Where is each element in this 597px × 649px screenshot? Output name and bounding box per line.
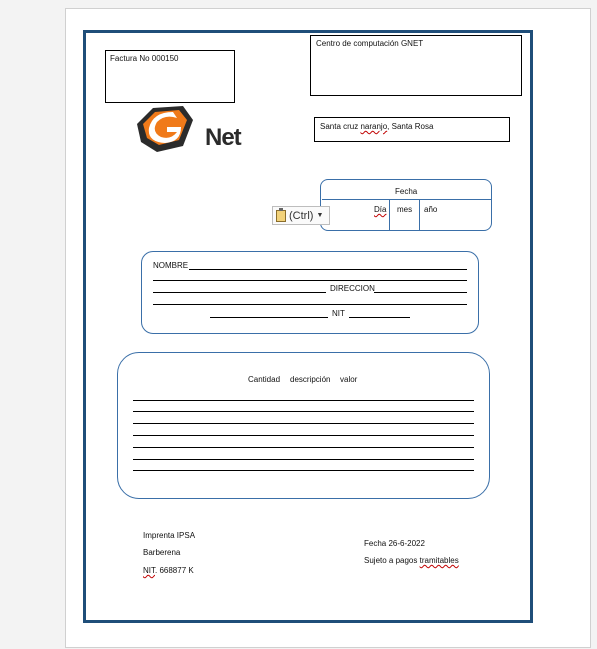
- printer-city: Barberena: [143, 548, 181, 557]
- description-header: descripción: [290, 375, 331, 384]
- name-label: NOMBRE: [153, 261, 189, 270]
- invoice-number: Factura No 000150: [110, 54, 179, 63]
- address-line-right: [374, 292, 467, 293]
- chevron-down-icon: ▼: [316, 212, 324, 219]
- footer-date: Fecha 26-6-2022: [364, 539, 425, 548]
- logo-text: Net: [205, 124, 241, 151]
- address-box: [314, 117, 510, 142]
- date-day-label: Día: [374, 205, 387, 214]
- item-line: [133, 459, 474, 460]
- nit-line-left: [210, 317, 328, 318]
- gnet-logo: [135, 102, 270, 154]
- invoice-number-box: [105, 50, 235, 103]
- date-year-label: año: [424, 205, 438, 214]
- item-line: [133, 400, 474, 401]
- paste-options-label: (Ctrl): [289, 209, 314, 222]
- nit-label: NIT: [332, 309, 345, 318]
- name-line: [189, 269, 467, 270]
- nit-line-right: [349, 317, 410, 318]
- date-month-label: mes: [397, 205, 413, 214]
- date-col-divider-1: [389, 200, 390, 231]
- item-line: [133, 435, 474, 436]
- item-line: [133, 423, 474, 424]
- printer-nit: NIT. 668877 K: [143, 566, 194, 575]
- logo-graphic: [135, 102, 270, 154]
- address-line-2: [153, 304, 467, 305]
- item-line: [133, 447, 474, 448]
- qty-header: Cantidad: [248, 375, 281, 384]
- clipboard-icon: [276, 210, 286, 222]
- address-label: DIRECCION: [330, 284, 375, 293]
- name-line-2: [153, 280, 467, 281]
- address-text: Santa cruz naranjo, Santa Rosa: [320, 122, 434, 131]
- company-name-box: [310, 35, 522, 96]
- printer-name: Imprenta IPSA: [143, 531, 196, 540]
- company-name: Centro de computación GNET: [316, 39, 424, 48]
- address-line-left: [153, 292, 326, 293]
- value-header: valor: [340, 375, 358, 384]
- item-line: [133, 411, 474, 412]
- paste-options-button[interactable]: [272, 206, 330, 225]
- footer-terms: Sujeto a pagos tramitables: [364, 556, 459, 565]
- date-box-divider: [322, 199, 492, 200]
- date-col-divider-2: [419, 200, 420, 231]
- item-line: [133, 470, 474, 471]
- date-title: Fecha: [395, 187, 418, 196]
